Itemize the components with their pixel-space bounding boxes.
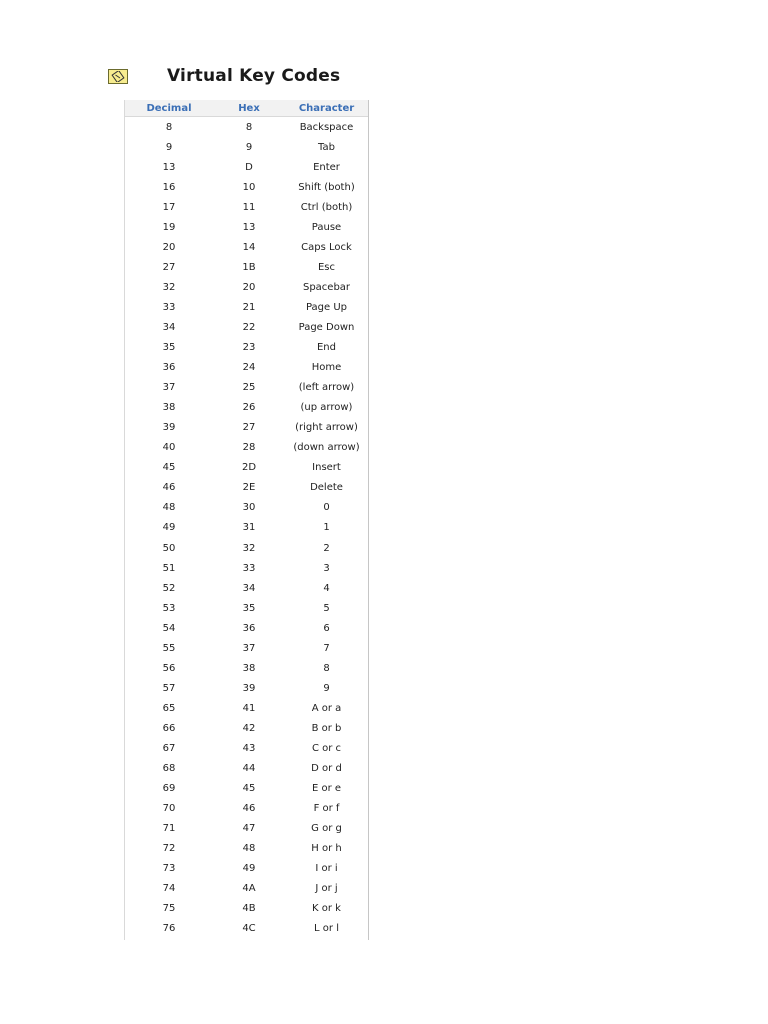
cell-hex: 27 [242, 422, 256, 434]
cell-hex: 32 [242, 542, 256, 554]
cell-decimal: 16 [162, 181, 176, 193]
table-row [125, 137, 368, 157]
cell-decimal: 67 [162, 742, 176, 754]
cell-hex: 25 [242, 382, 256, 394]
cell-hex: 43 [242, 742, 256, 754]
cell-character: 2 [323, 542, 330, 554]
cell-decimal: 36 [162, 362, 176, 374]
table-row [125, 658, 368, 678]
table-row [125, 378, 368, 398]
cell-hex: 4B [242, 903, 256, 915]
table-row [125, 157, 368, 177]
cell-decimal: 9 [165, 141, 173, 153]
cell-hex: 37 [242, 642, 256, 654]
table-row [125, 558, 368, 578]
cell-hex: 22 [242, 321, 256, 333]
cell-hex: 44 [242, 763, 256, 775]
table-row [125, 859, 368, 879]
table-row [125, 317, 368, 337]
table-row [125, 598, 368, 618]
cell-decimal: 51 [162, 562, 176, 574]
cell-hex: 4A [242, 883, 256, 895]
cell-hex: 36 [242, 622, 256, 634]
cell-decimal: 66 [162, 722, 176, 734]
cell-character: A or a [311, 702, 342, 714]
cell-character: Ctrl (both) [300, 201, 353, 213]
table-row [125, 759, 368, 779]
cell-character: Pause [311, 221, 342, 233]
cell-character: C or c [311, 742, 342, 754]
cell-decimal: 13 [162, 161, 176, 173]
cell-decimal: 53 [162, 602, 176, 614]
cell-decimal: 19 [162, 221, 176, 233]
cell-character: Delete [310, 482, 343, 494]
table-row [125, 358, 368, 378]
cell-decimal: 69 [162, 783, 176, 795]
cell-decimal: 8 [165, 121, 173, 133]
cell-character: 6 [323, 622, 330, 634]
cell-hex: 21 [242, 301, 256, 313]
cell-hex: 34 [242, 582, 256, 594]
cell-character: B or b [311, 722, 342, 734]
table-row [125, 217, 368, 237]
cell-hex: 31 [242, 522, 256, 534]
cell-decimal: 75 [162, 903, 176, 915]
cell-hex: 2D [241, 462, 257, 474]
table-body [125, 117, 368, 939]
cell-decimal: 72 [162, 843, 176, 855]
table-header [125, 100, 368, 117]
cell-decimal: 68 [162, 763, 176, 775]
cell-character: J or j [315, 883, 338, 895]
cell-character: Insert [312, 462, 341, 474]
cell-character: I or i [315, 863, 338, 875]
table-row [125, 237, 368, 257]
cell-decimal: 20 [162, 241, 176, 253]
cell-hex: 9 [245, 141, 253, 153]
table-row [125, 538, 368, 558]
cell-character: End [316, 342, 336, 354]
cell-decimal: 74 [162, 883, 176, 895]
table-row [125, 698, 368, 718]
table-row [125, 418, 368, 438]
cell-hex: 2E [242, 482, 256, 494]
table-row [125, 899, 368, 919]
cell-hex: 20 [242, 281, 256, 293]
cell-character: H or h [311, 843, 342, 855]
page-title: Virtual Key Codes [167, 66, 341, 86]
cell-character: 4 [323, 582, 330, 594]
cell-decimal: 70 [162, 803, 176, 815]
cell-hex: 33 [242, 562, 256, 574]
table-row [125, 919, 368, 939]
table-row [125, 578, 368, 598]
cell-hex: 1B [242, 261, 256, 273]
table-row [125, 438, 368, 458]
title-row [108, 66, 340, 86]
cell-decimal: 52 [162, 582, 176, 594]
cell-hex: 23 [242, 342, 256, 354]
cell-decimal: 73 [162, 863, 176, 875]
cell-character: Caps Lock [301, 241, 352, 253]
cell-decimal: 17 [162, 201, 176, 213]
cell-decimal: 71 [162, 823, 176, 835]
table-row [125, 839, 368, 859]
cell-decimal: 55 [162, 642, 176, 654]
table-row [125, 638, 368, 658]
table-row [125, 458, 368, 478]
table-row [125, 498, 368, 518]
table-row [125, 618, 368, 638]
cell-hex: 24 [242, 362, 256, 374]
cell-character: 5 [323, 602, 330, 614]
cell-character: G or g [311, 823, 342, 835]
cell-hex: 10 [242, 181, 256, 193]
cell-decimal: 49 [162, 522, 176, 534]
cell-decimal: 32 [162, 281, 176, 293]
table-row [125, 738, 368, 758]
cell-hex: 35 [242, 602, 256, 614]
table-row [125, 678, 368, 698]
cell-hex: 4C [242, 923, 256, 935]
table-row [125, 277, 368, 297]
cell-decimal: 57 [162, 682, 176, 694]
cell-hex: 42 [242, 722, 256, 734]
cell-character: F or f [313, 803, 340, 815]
column-header-character[interactable]: Character [298, 102, 355, 114]
column-header-hex[interactable]: Hex [238, 102, 260, 114]
cell-hex: 39 [242, 682, 256, 694]
cell-character: Spacebar [302, 281, 351, 293]
cell-decimal: 54 [162, 622, 176, 634]
cell-hex: 48 [242, 843, 256, 855]
document-icon [108, 69, 128, 84]
cell-hex: 28 [242, 442, 256, 454]
table-row [125, 799, 368, 819]
cell-character: 0 [323, 502, 330, 514]
cell-decimal: 34 [162, 321, 176, 333]
cell-character: Page Down [298, 321, 355, 333]
cell-character: 7 [323, 642, 330, 654]
cell-character: Enter [313, 161, 340, 173]
cell-decimal: 40 [162, 442, 176, 454]
cell-decimal: 56 [162, 662, 176, 674]
cell-decimal: 37 [162, 382, 176, 394]
cell-character: K or k [312, 903, 341, 915]
virtual-key-codes-table [124, 100, 369, 940]
cell-decimal: 39 [162, 422, 176, 434]
cell-hex: D [245, 161, 253, 173]
cell-hex: 30 [242, 502, 256, 514]
cell-character: 3 [323, 562, 330, 574]
cell-character: Backspace [299, 121, 354, 133]
cell-hex: 49 [242, 863, 256, 875]
table-row [125, 718, 368, 738]
cell-character: (down arrow) [293, 442, 360, 454]
cell-character: Tab [318, 141, 335, 153]
cell-character: L or l [314, 923, 339, 935]
cell-character: E or e [311, 783, 342, 795]
table-row [125, 518, 368, 538]
cell-hex: 38 [242, 662, 256, 674]
cell-hex: 47 [242, 823, 256, 835]
cell-character: 1 [323, 522, 330, 534]
cell-decimal: 35 [162, 342, 176, 354]
cell-character: Page Up [305, 301, 348, 313]
cell-decimal: 46 [162, 482, 176, 494]
table-row [125, 779, 368, 799]
cell-decimal: 48 [162, 502, 176, 514]
cell-character: D or d [311, 763, 342, 775]
cell-hex: 41 [242, 702, 256, 714]
cell-decimal: 65 [162, 702, 176, 714]
cell-hex: 13 [242, 221, 256, 233]
cell-character: 9 [323, 682, 330, 694]
cell-decimal: 50 [162, 542, 176, 554]
table-row [125, 177, 368, 197]
cell-character: Esc [317, 261, 336, 273]
cell-decimal: 33 [162, 301, 176, 313]
cell-decimal: 76 [162, 923, 176, 935]
cell-character: Home [311, 362, 342, 374]
cell-character: (left arrow) [298, 382, 355, 394]
table-row [125, 257, 368, 277]
cell-hex: 26 [242, 402, 256, 414]
table-row [125, 338, 368, 358]
table-row [125, 297, 368, 317]
column-header-decimal[interactable]: Decimal [146, 102, 192, 114]
cell-hex: 8 [245, 121, 253, 133]
cell-hex: 11 [242, 201, 256, 213]
cell-hex: 46 [242, 803, 256, 815]
table-row [125, 478, 368, 498]
cell-character: Shift (both) [298, 181, 355, 193]
table-row [125, 117, 368, 137]
cell-character: (up arrow) [300, 402, 353, 414]
cell-decimal: 38 [162, 402, 176, 414]
table-row [125, 398, 368, 418]
table-row [125, 879, 368, 899]
table-row [125, 819, 368, 839]
table-row [125, 197, 368, 217]
cell-character: 8 [323, 662, 330, 674]
cell-character: (right arrow) [295, 422, 358, 434]
cell-hex: 45 [242, 783, 256, 795]
cell-hex: 14 [242, 241, 256, 253]
cell-decimal: 45 [162, 462, 176, 474]
cell-decimal: 27 [162, 261, 176, 273]
